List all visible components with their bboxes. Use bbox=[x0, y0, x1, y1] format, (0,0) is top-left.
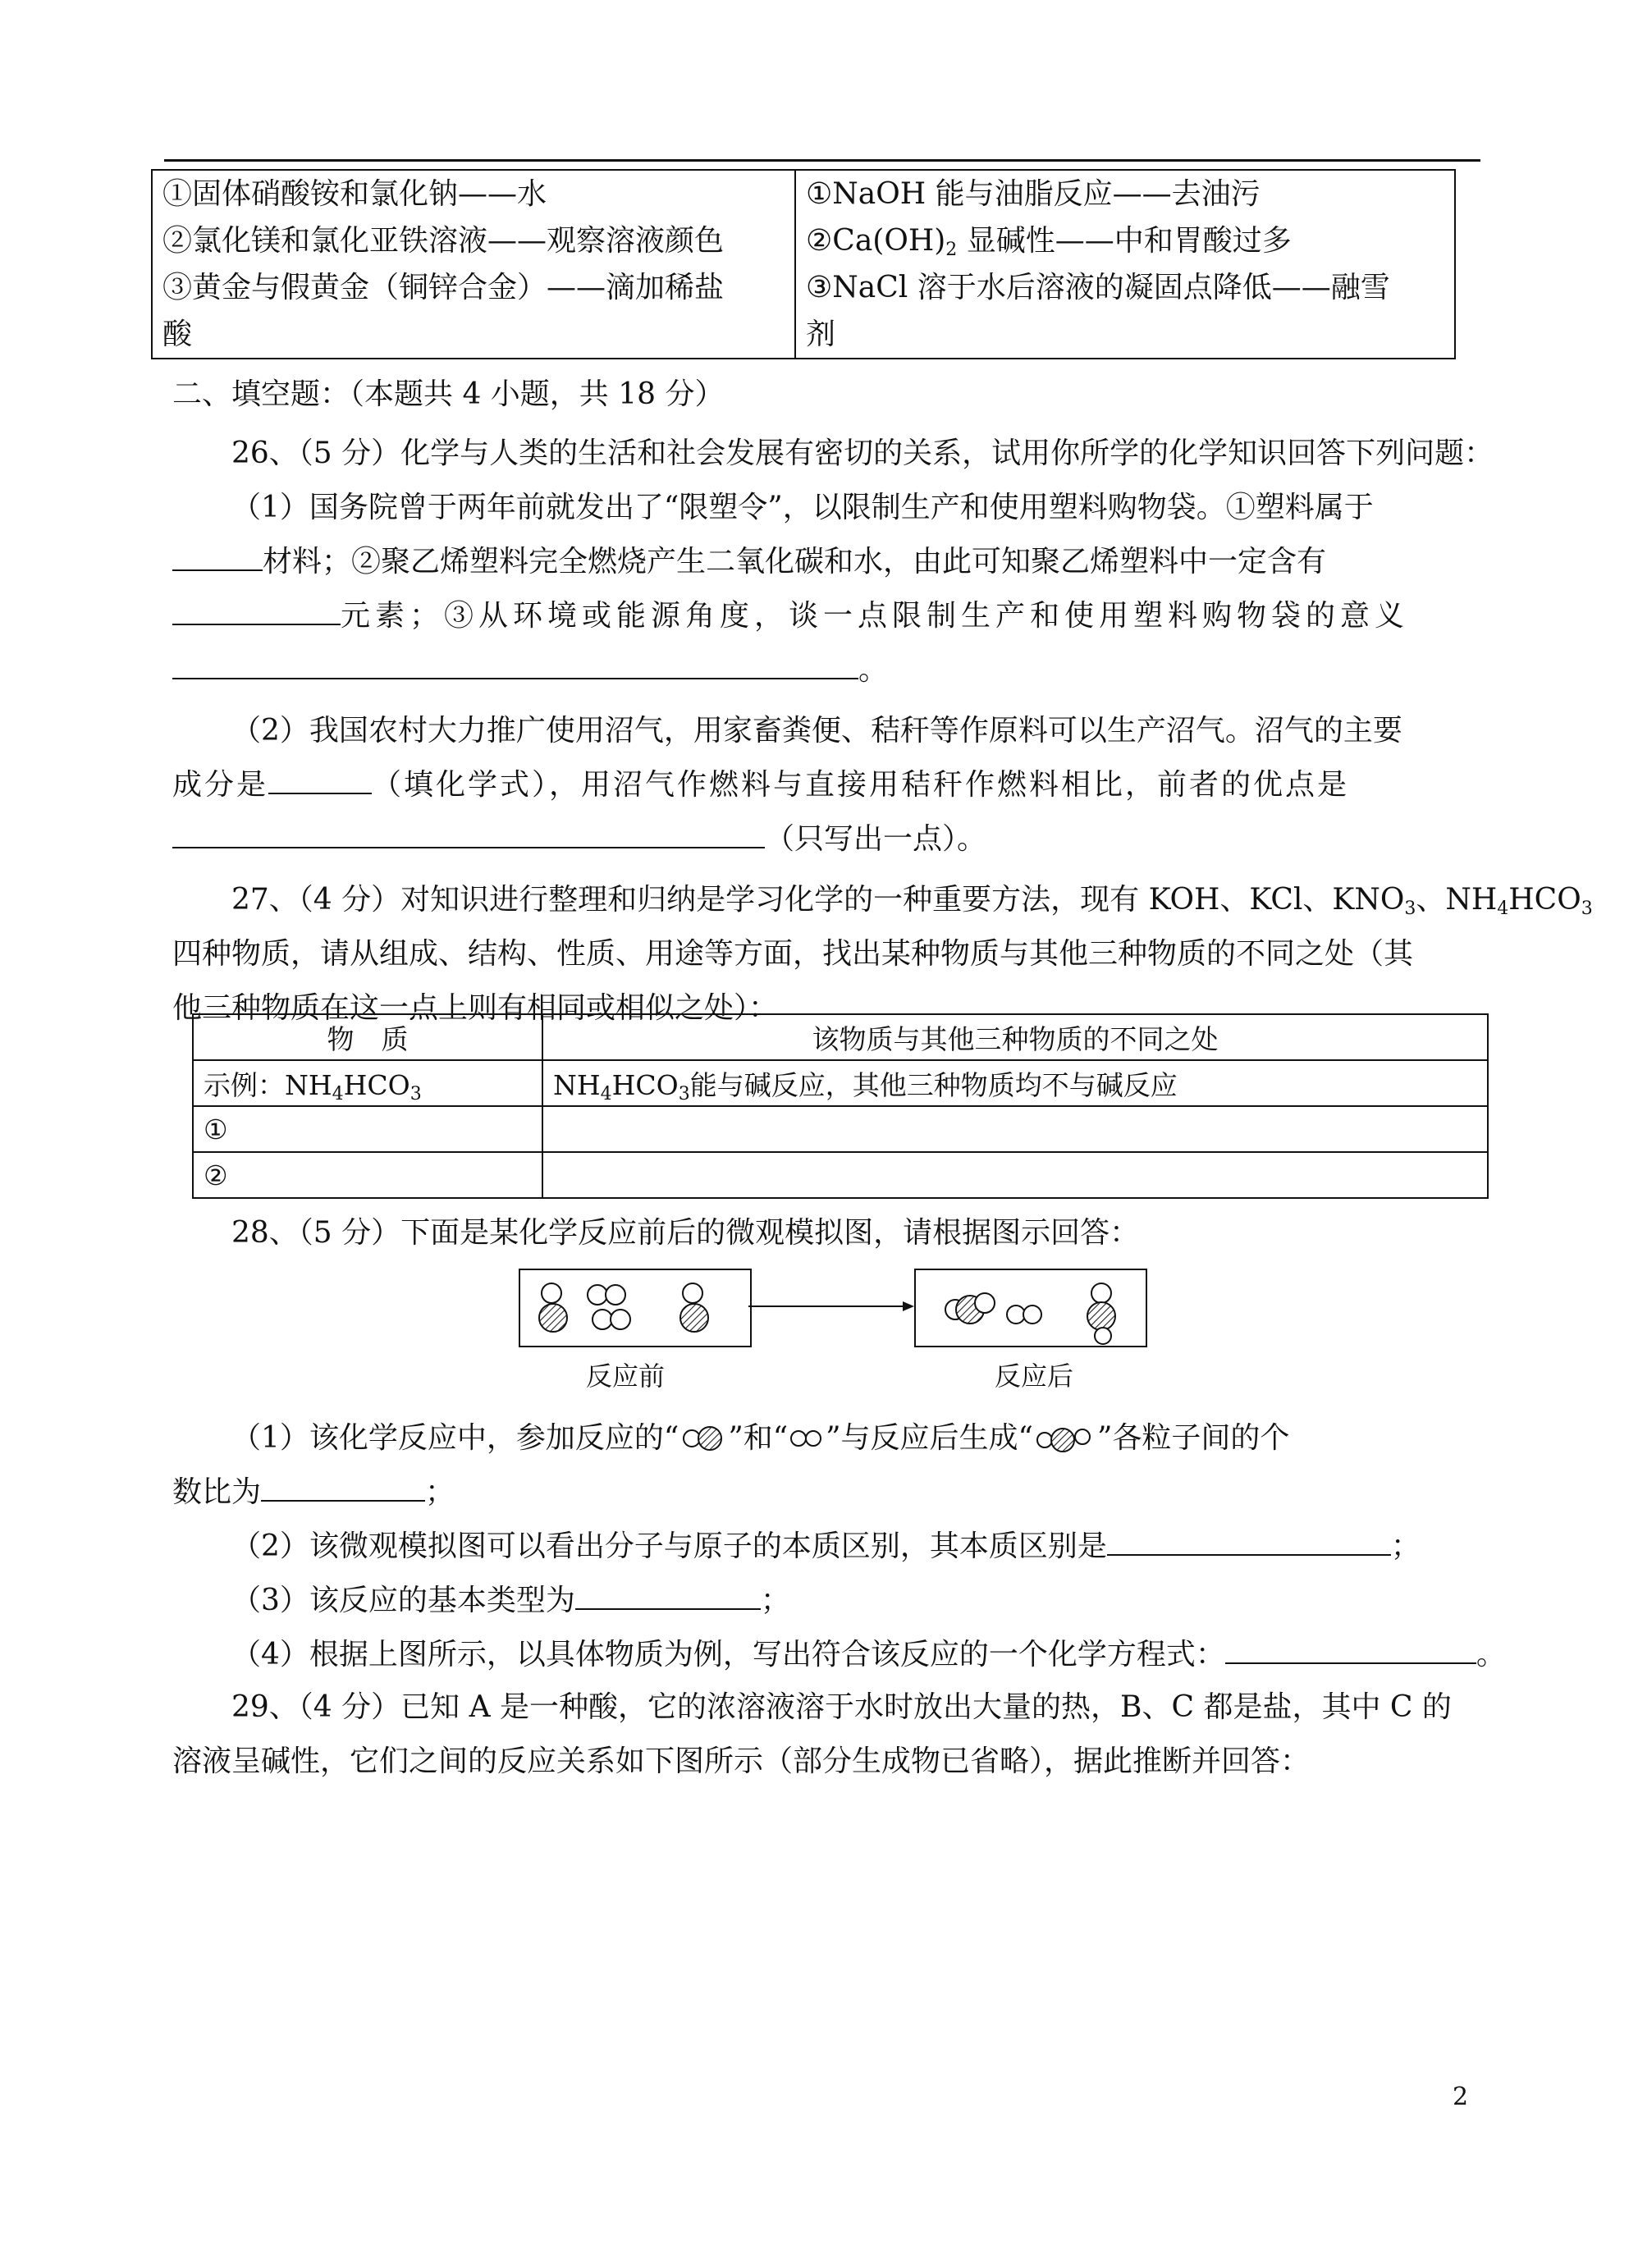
q28-p4: （4）根据上图所示，以具体物质为例，写出符合该反应的一个化学方程式： 。 bbox=[231, 1628, 1506, 1682]
molecule-icon bbox=[1033, 1424, 1097, 1452]
molecule-icon bbox=[679, 1424, 728, 1452]
q26-intro: 26、（5 分）化学与人类的生活和社会发展有密切的关系，试用你所学的化学知识回答下列问题： bbox=[231, 437, 1494, 470]
table-line: 酸 bbox=[162, 318, 193, 351]
page-number: 2 bbox=[1453, 2083, 1469, 2111]
table-cell-left bbox=[152, 170, 795, 359]
label-before: 反应前 bbox=[586, 1360, 666, 1392]
q27-line3: 他三种物质在这一点上则有相同或相似之处）： bbox=[172, 991, 779, 1025]
top-rule bbox=[164, 159, 1480, 162]
table-header: 该物质与其他三种物质的不同之处 bbox=[542, 1014, 1488, 1060]
q29-line2: 溶液呈碱性，它们之间的反应关系如下图所示（部分生成物已省略），据此推断并回答： bbox=[172, 1744, 1311, 1778]
q27-line1: 27、（4 分）对知识进行整理和归纳是学习化学的一种重要方法，现有 KOH、KCl、$KNO_3$、$NH_4HCO_3$ bbox=[231, 883, 1593, 919]
q26-p1-line3: 元素；③从环境或能源角度，谈一点限制生产和使用塑料购物袋的意义 bbox=[172, 589, 1409, 643]
q26-p1-line2: 材料；②聚乙烯塑料完全燃烧产生二氧化碳和水，由此可知聚乙烯塑料中一定含有 bbox=[172, 535, 1326, 589]
answer-blank[interactable] bbox=[1225, 1630, 1476, 1664]
q29-line1: 29、（4 分）已知 A 是一种酸，它的浓溶液溶于水时放出大量的热，B、C 都是盐，其中 C 的 bbox=[231, 1690, 1452, 1724]
answer-blank[interactable] bbox=[575, 1575, 761, 1610]
answer-blank[interactable] bbox=[172, 645, 858, 679]
after-particles-diagram bbox=[916, 1270, 1146, 1346]
reaction-arrow bbox=[748, 1298, 914, 1315]
before-box bbox=[519, 1269, 752, 1347]
before-particles-diagram bbox=[520, 1270, 750, 1346]
q26-p1-line1: （1）国务院曾于两年前就发出了“限塑令”，以限制生产和使用塑料购物袋。①塑料属于 bbox=[231, 491, 1374, 524]
q28-p3: （3）该反应的基本类型为 ； bbox=[231, 1574, 790, 1628]
answer-blank[interactable] bbox=[268, 760, 372, 794]
table-line: ①固体硝酸铵和氯化钠——水 bbox=[162, 177, 547, 211]
q26-p2-line1: （2）我国农村大力推广使用沼气，用家畜粪便、秸秆等作原料可以生产沼气。沼气的主要 bbox=[231, 714, 1402, 748]
q26-p2-line2: 成分是 （填化学式），用沼气作燃料与直接用秸秆作燃料相比，前者的优点是 bbox=[172, 758, 1349, 812]
q27-line2: 四种物质，请从组成、结构、性质、用途等方面，找出某种物质与其他三种物质的不同之处（其 bbox=[172, 937, 1414, 971]
table-line: ③NaCl 溶于水后溶液的凝固点降低——融雪 bbox=[806, 271, 1390, 304]
table-line: ①NaOH 能与油脂反应——去油污 bbox=[806, 177, 1261, 211]
answer-cell[interactable] bbox=[542, 1152, 1488, 1198]
table-row bbox=[193, 1106, 1488, 1152]
table-line: 剂 bbox=[806, 318, 836, 351]
label-after: 反应后 bbox=[995, 1360, 1074, 1392]
table-line: ②氯化镁和氯化亚铁溶液——观察溶液颜色 bbox=[162, 224, 725, 258]
molecule-icon bbox=[788, 1424, 826, 1452]
q27-table bbox=[192, 1013, 1489, 1199]
table-line: $②Ca(OH)_2$ 显碱性——中和胃酸过多 bbox=[806, 224, 1292, 260]
answer-blank[interactable] bbox=[1107, 1521, 1391, 1556]
table-cell-right bbox=[795, 170, 1455, 359]
table-cell: $NH_4HCO_3$能与碱反应，其他三种物质均不与碱反应 bbox=[542, 1060, 1488, 1106]
table-header: 物 质 bbox=[193, 1014, 542, 1060]
q26-p1-line4: 。 bbox=[172, 643, 888, 697]
table-line: ③黄金与假黄金（铜锌合金）——滴加稀盐 bbox=[162, 271, 725, 304]
answer-blank[interactable] bbox=[172, 814, 765, 848]
q28-intro: 28、（5 分）下面是某化学反应前后的微观模拟图，请根据图示回答： bbox=[231, 1216, 1140, 1250]
answer-blank[interactable] bbox=[172, 537, 263, 571]
after-box bbox=[914, 1269, 1147, 1347]
q28-p2: （2）该微观模拟图可以看出分子与原子的本质区别，其本质区别是 ； bbox=[231, 1520, 1421, 1574]
table-row bbox=[193, 1152, 1488, 1198]
table-cell: 示例：$NH_4HCO_3$ bbox=[193, 1060, 542, 1106]
section-title: 二、填空题：（本题共 4 小题，共 18 分） bbox=[172, 377, 725, 411]
q26-p2-line3: （只写出一点）。 bbox=[172, 812, 986, 867]
answer-cell[interactable] bbox=[542, 1106, 1488, 1152]
table-cell: ② bbox=[193, 1152, 542, 1198]
table-cell: ① bbox=[193, 1106, 542, 1152]
answer-blank[interactable] bbox=[261, 1467, 425, 1502]
tips-table bbox=[151, 169, 1456, 359]
q28-p1-line1: （1）该化学反应中，参加反应的“ ”和“ ”与反应后生成“ ”各粒子间的个 bbox=[231, 1421, 1290, 1455]
q28-p1-line2: 数比为 ； bbox=[172, 1466, 455, 1520]
table-row bbox=[193, 1060, 1488, 1106]
answer-blank[interactable] bbox=[172, 591, 341, 625]
